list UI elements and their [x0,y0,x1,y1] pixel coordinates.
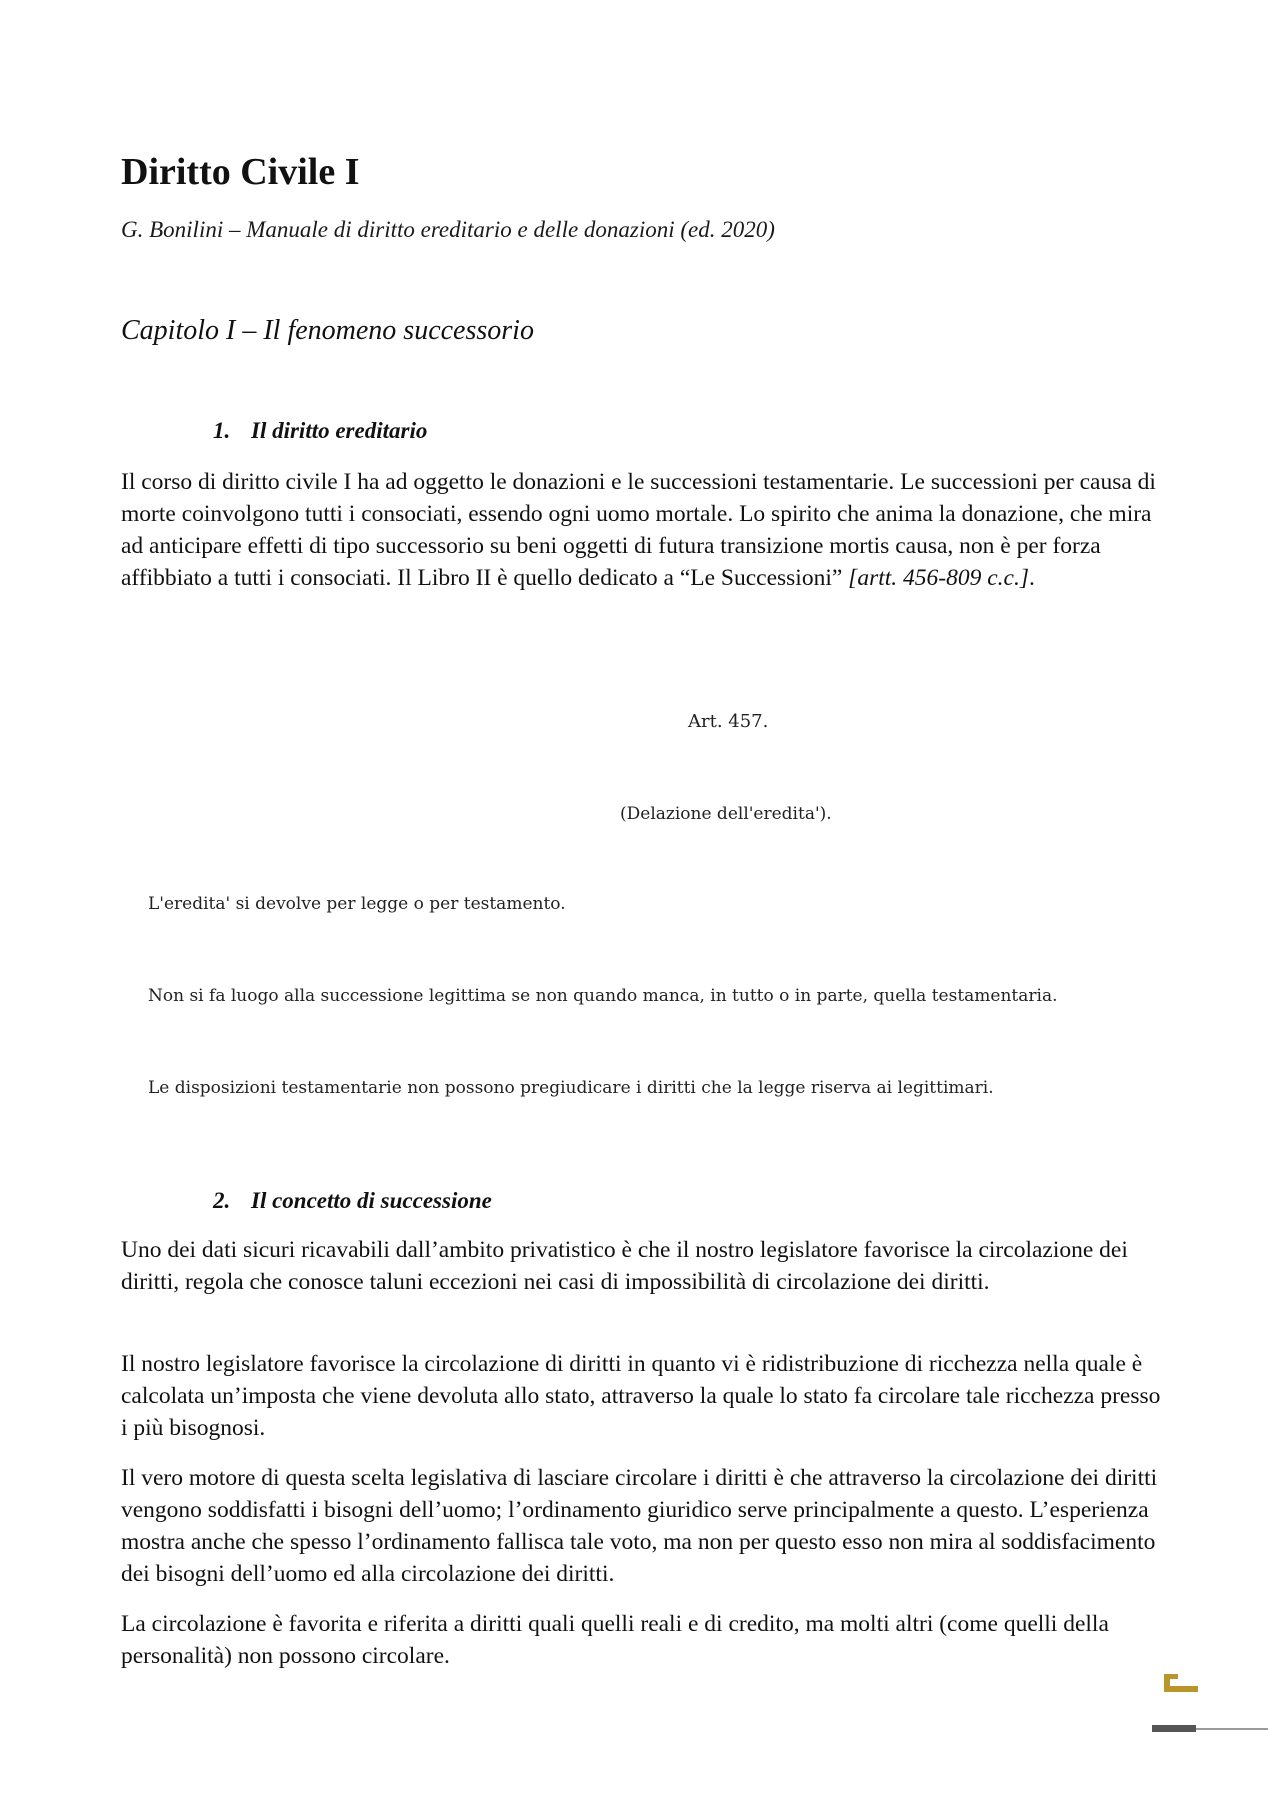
paragraph-text: Il corso di diritto civile I ha ad oggetto le donazioni e le successioni testamentarie. Le successioni per causa di morte coinvolgono tutti i consociati, essendo ogni uomo mortale. Lo spirito che anima la donazione, che mira ad anticipare effetti di tipo successorio su beni oggetti di futura transizione mortis causa, non è per forza affibbiato a tutti i consociati. Il Libro II è quello dedicato a “Le Successioni” [121,469,1156,591]
article-line-1: L'eredita' si devolve per legge o per testamento. [148,894,566,914]
section-number: 1. [213,418,231,443]
paragraph-end: . [1028,565,1035,591]
document-subtitle: G. Bonilini – Manuale di diritto ereditario e delle donazioni (ed. 2020) [121,217,775,242]
page-number-text: 1 [1162,1668,1163,1669]
article-title: (Delazione dell'eredita'). [620,804,832,824]
page-number-glyph-flag [1164,1674,1178,1679]
paragraph-2-1: Uno dei dati sicuri ricavabili dall’ambito privatistico è che il nostro legislatore favorisce la circolazione dei diritti, regola che conosce taluni eccezioni nei casi di impossibilità di circolazione dei diritti. [121,1237,1128,1295]
section-heading-1 [213,418,427,444]
paragraph-intro [121,466,1166,594]
article-line-2: Non si fa luogo alla successione legittima se non quando manca, in tutto o in parte, quella testamentaria. [148,986,1058,1006]
paragraph-2-2: Il nostro legislatore favorisce la circolazione di diritti in quanto vi è ridistribuzione di ricchezza nella quale è calcolata un’imposta che viene devoluta allo stato, attraverso la quale lo stato fa circolare tale ricchezza presso i più bisognosi. [121,1351,1161,1441]
paragraph-2-3: Il vero motore di questa scelta legislativa di lasciare circolare i diritti è che attraverso la circolazione dei diritti vengono soddisfatti i bisogni dell’uomo; l’ordinamento giuridico serve principalmente a questo. L’esperienza mostra anche che spesso l’ordinamento fallisca tale voto, ma non per questo esso non mira al soddisfacimento dei bisogni dell’uomo ed alla circolazione dei diritti. [121,1465,1158,1587]
footer-bar [1152,1725,1196,1732]
section-title: Il diritto ereditario [251,418,428,443]
article-reference: [artt. 456-809 c.c.] [848,565,1029,591]
paragraph-2-4: La circolazione è favorita e riferita a diritti quali quelli reali e di credito, ma molti altri (come quelli della personalità) non possono circolare. [121,1611,1109,1669]
article-number: Art. 457. [688,711,769,732]
section-title: Il concetto di successione [251,1188,492,1213]
section-number: 2. [213,1188,231,1213]
article-line-3: Le disposizioni testamentarie non possono pregiudicare i diritti che la legge riserva ai legittimari. [148,1078,994,1098]
document-title: Diritto Civile I [121,151,360,193]
chapter-heading: Capitolo I – Il fenomeno successorio [121,315,534,346]
page-number-mark [1162,1668,1202,1698]
section-heading-2 [213,1188,492,1214]
